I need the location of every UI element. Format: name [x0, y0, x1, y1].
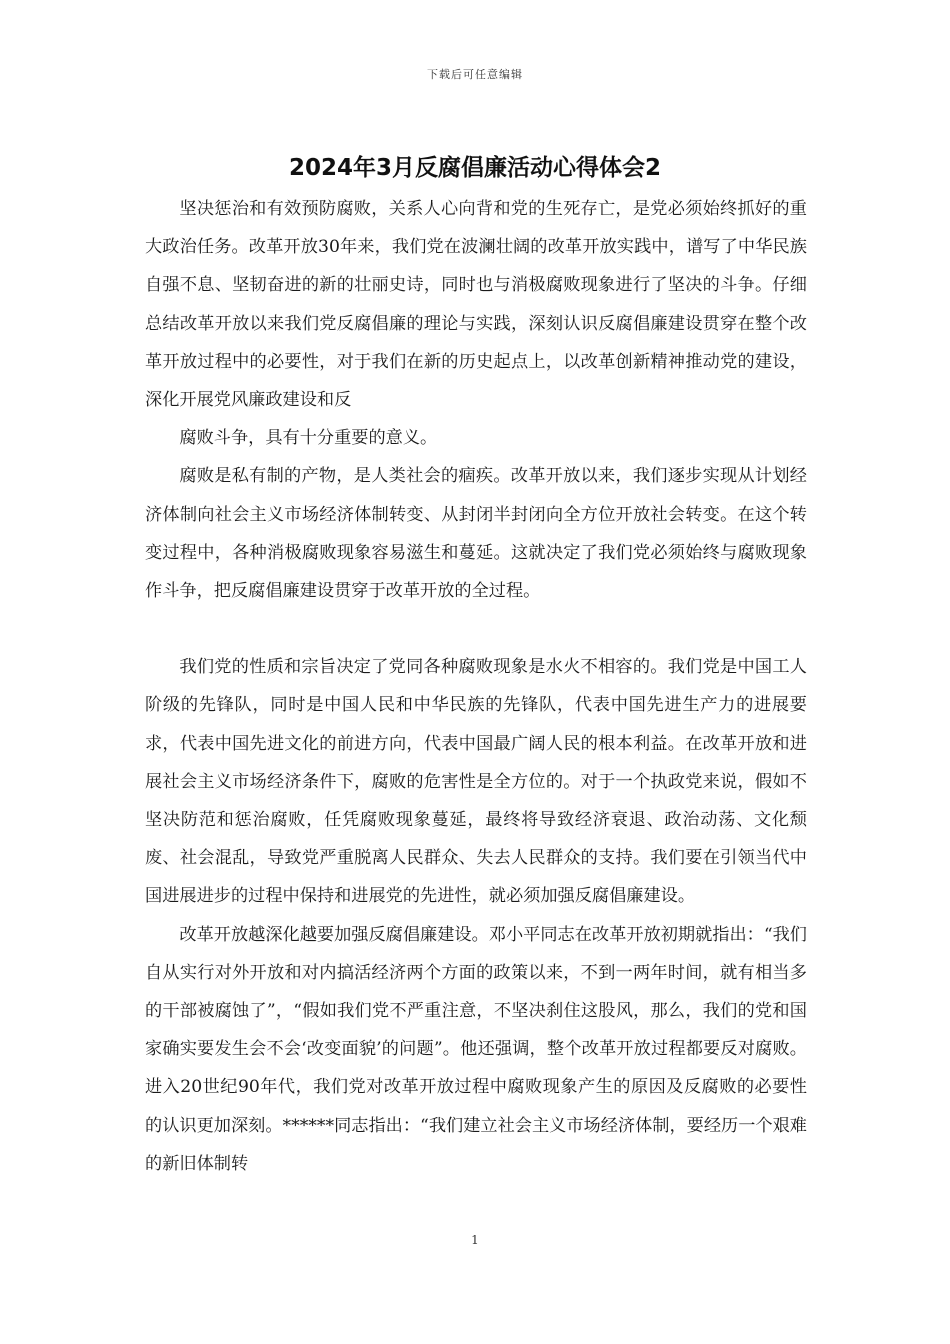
- page-header-note: 下载后可任意编辑: [427, 68, 523, 81]
- paragraph: 改革开放越深化越要加强反腐倡廉建设。邓小平同志在改革开放初期就指出：“我们自从实行对外开放和对内搞活经济两个方面的政策以来，不到一两年时间，就有相当多的干部被腐蚀了”，“假如我们党不严重注意，不坚决刹住这股风，那么，我们的党和国家确实要发生会不会‘改变面貌’的问题”。他还强调，整个改革开放过程都要反对腐败。进入20世纪90年代，我们党对改革开放过程中腐败现象产生的原因及反腐败的必要性的认识更加深刻。******同志指出：“我们建立社会主义市场经济体制，要经历一个艰难的新旧体制转: [145, 924, 807, 1174]
- document-body: [145, 190, 807, 1183]
- document-title: 2024年3月反腐倡廉活动心得体会2: [288, 155, 662, 181]
- paragraph: 我们党的性质和宗旨决定了党同各种腐败现象是水火不相容的。我们党是中国工人阶级的先锋队，同时是中国人民和中华民族的先锋队，代表中国先进生产力的进展要求，代表中国先进文化的前进方向，代表中国最广阔人民的根本利益。在改革开放和进展社会主义市场经济条件下，腐败的危害性是全方位的。对于一个执政党来说，假如不坚决防范和惩治腐败，任凭腐败现象蔓延，最终将导致经济衰退、政治动荡、文化颓废、社会混乱，导致党严重脱离人民群众、失去人民群众的支持。我们要在引领当代中国进展进步的过程中保持和进展党的先进性，就必须加强反腐倡廉建设。: [145, 657, 807, 907]
- paragraph: 腐败斗争，具有十分重要的意义。: [179, 428, 438, 449]
- paragraph: 坚决惩治和有效预防腐败，关系人心向背和党的生死存亡，是党必须始终抓好的重大政治任务。改革开放30年来，我们党在波澜壮阔的改革开放实践中，谱写了中华民族自强不息、坚韧奋进的新的壮丽史诗，同时也与消极腐败现象进行了坚决的斗争。仔细总结改革开放以来我们党反腐倡廉的理论与实践，深刻认识反腐倡廉建设贯穿在整个改革开放过程中的必要性，对于我们在新的历史起点上，以改革创新精神推动党的建设，深化开展党风廉政建设和反: [145, 199, 807, 411]
- paragraph: 腐败是私有制的产物，是人类社会的痼疾。改革开放以来，我们逐步实现从计划经济体制向社会主义市场经济体制转变、从封闭半封闭向全方位开放社会转变。在这个转变过程中，各种消极腐败现象容易滋生和蔓延。这就决定了我们党必须始终与腐败现象作斗争，把反腐倡廉建设贯穿于改革开放的全过程。: [145, 466, 807, 602]
- page-number: 1: [471, 1233, 479, 1247]
